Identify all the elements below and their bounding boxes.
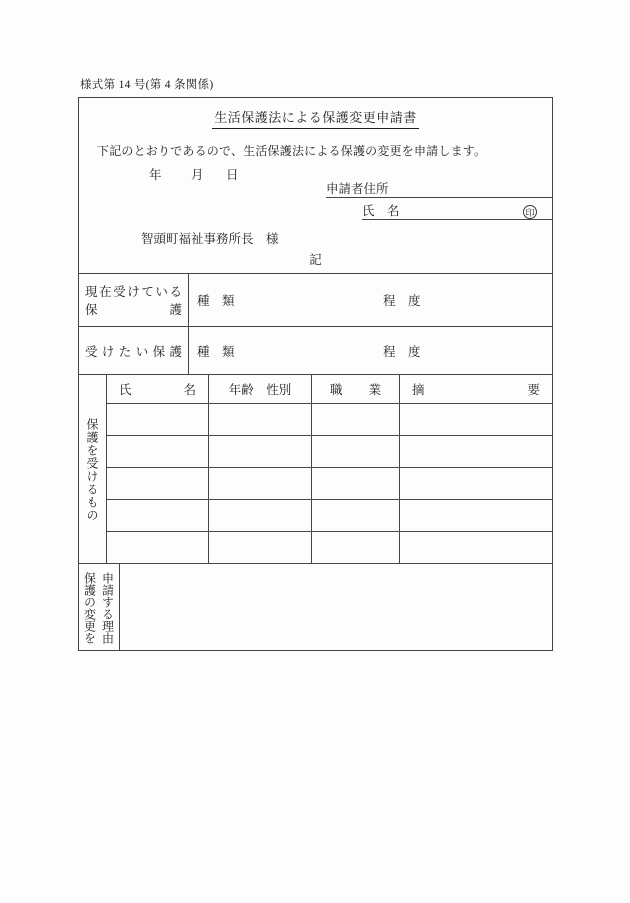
members-side-cell: [79, 375, 107, 564]
member-empty-cell: [312, 404, 400, 436]
member-empty-cell: [400, 500, 552, 532]
month-label: 月: [191, 168, 204, 182]
intro-sentence: 下記のとおりであるので、生活保護法による保護の変更を申請します。: [97, 144, 487, 158]
current-protection-label: [79, 274, 189, 326]
year-label: 年: [149, 168, 162, 182]
applicant-address-field: [326, 182, 553, 198]
desired-degree-label: 程 度: [383, 344, 421, 359]
current-protection-content: [189, 274, 552, 326]
members-header-name: 氏名: [107, 375, 209, 404]
applicant-address-label: 申請者住所: [326, 182, 389, 196]
reason-side-label: [81, 572, 118, 644]
member-empty-cell: [312, 436, 400, 468]
seal-icon: 印: [523, 205, 537, 219]
desired-protection-label: [79, 327, 189, 374]
current-protection-row: [79, 273, 552, 326]
members-header-age-sex: 年齢 性別: [209, 375, 312, 404]
member-empty-cell: [107, 436, 209, 468]
reason-side-label-left: 保護の変更を: [82, 571, 97, 644]
member-empty-cell: [400, 404, 552, 436]
form-number: 様式第 14 号(第 4 条関係): [80, 79, 214, 91]
member-empty-cell: [209, 500, 312, 532]
members-header-occupation: 職業: [312, 375, 400, 404]
reason-side-cell: [79, 564, 120, 651]
desired-type-label: 種 類: [197, 344, 235, 359]
member-empty-cell: [209, 532, 312, 564]
member-empty-cell: [107, 468, 209, 500]
form-outer-box: [78, 97, 553, 651]
current-type-label: 種 類: [197, 294, 235, 308]
reason-section: [79, 563, 552, 651]
desired-protection-label-text: 受けたい保護: [85, 344, 182, 359]
member-empty-cell: [107, 532, 209, 564]
applicant-name-field: [362, 204, 553, 220]
members-grid: [79, 374, 552, 563]
member-empty-cell: [209, 404, 312, 436]
member-empty-cell: [312, 532, 400, 564]
member-empty-cell: [209, 436, 312, 468]
current-degree-label: 程 度: [383, 294, 421, 308]
member-empty-cell: [312, 500, 400, 532]
member-empty-cell: [312, 468, 400, 500]
reason-content-cell: [120, 564, 552, 651]
member-empty-cell: [107, 500, 209, 532]
member-empty-cell: [209, 468, 312, 500]
member-empty-cell: [400, 436, 552, 468]
title-wrap: [79, 107, 552, 129]
member-empty-cell: [400, 532, 552, 564]
day-label: 日: [226, 168, 239, 182]
applicant-name-label: 氏 名: [362, 204, 400, 218]
desired-protection-content: [189, 327, 552, 374]
document-title: 生活保護法による保護変更申請書: [212, 107, 419, 129]
member-empty-cell: [107, 404, 209, 436]
addressee: 智頭町福祉事務所長 様: [141, 232, 279, 246]
members-side-label: 保護を受けるもの: [85, 417, 99, 522]
note-heading: 記: [309, 253, 322, 267]
member-empty-cell: [400, 468, 552, 500]
desired-protection-row: [79, 326, 552, 374]
current-protection-label-line1: 現在受けている: [85, 285, 182, 299]
members-header-remarks: 摘要: [400, 375, 552, 404]
current-protection-label-line2: 保護: [85, 303, 182, 317]
reason-side-label-right: 申請する理由: [100, 571, 115, 644]
